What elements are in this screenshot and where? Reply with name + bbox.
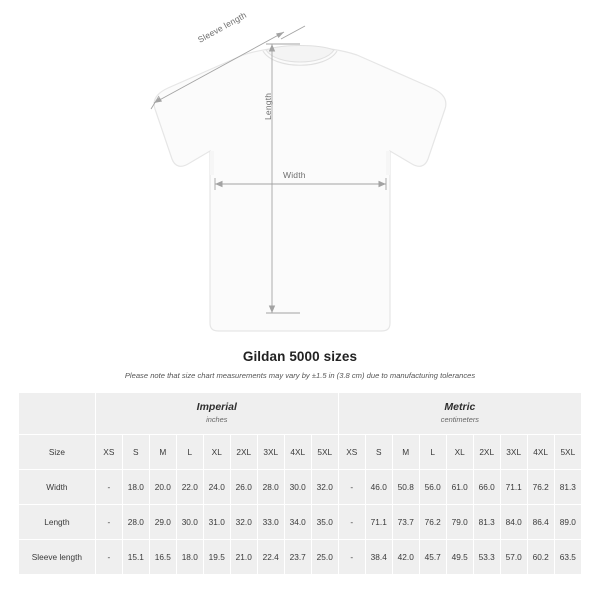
table-row xyxy=(19,505,582,540)
cell-sleeve-imperial-xl: 19.5 xyxy=(203,540,230,575)
cell-width-imperial-4xl: 30.0 xyxy=(284,470,311,505)
cell-width-imperial-m: 20.0 xyxy=(149,470,176,505)
size-header-metric-xl: XL xyxy=(446,435,473,470)
cell-length-imperial-xs: - xyxy=(95,505,122,540)
cell-width-imperial-2xl: 26.0 xyxy=(230,470,257,505)
cell-length-imperial-l: 30.0 xyxy=(176,505,203,540)
cell-sleeve-metric-s: 38.4 xyxy=(365,540,392,575)
cell-sleeve-imperial-l: 18.0 xyxy=(176,540,203,575)
cell-sleeve-imperial-s: 15.1 xyxy=(122,540,149,575)
cell-sleeve-imperial-3xl: 22.4 xyxy=(257,540,284,575)
cell-length-metric-2xl: 81.3 xyxy=(473,505,500,540)
size-header-metric-2xl: 2XL xyxy=(473,435,500,470)
cell-width-metric-m: 50.8 xyxy=(392,470,419,505)
cell-sleeve-metric-m: 42.0 xyxy=(392,540,419,575)
width-label: Width xyxy=(283,170,306,180)
cell-sleeve-metric-xs: - xyxy=(338,540,365,575)
size-header-imperial-2xl: 2XL xyxy=(230,435,257,470)
cell-length-metric-5xl: 89.0 xyxy=(554,505,581,540)
size-header-metric-3xl: 3XL xyxy=(500,435,527,470)
table-row xyxy=(19,540,582,575)
size-header-metric-5xl: 5XL xyxy=(554,435,581,470)
system-header-metric xyxy=(338,393,581,435)
imperial-unit: inches xyxy=(206,415,228,425)
system-header-row xyxy=(19,393,582,435)
row-label-length: Length xyxy=(19,505,96,540)
size-header-imperial-5xl: 5XL xyxy=(311,435,338,470)
cell-width-metric-l: 56.0 xyxy=(419,470,446,505)
cell-length-metric-s: 71.1 xyxy=(365,505,392,540)
cell-length-imperial-3xl: 33.0 xyxy=(257,505,284,540)
size-header-metric-s: S xyxy=(365,435,392,470)
size-table xyxy=(18,392,582,575)
size-header-imperial-3xl: 3XL xyxy=(257,435,284,470)
metric-name: Metric xyxy=(444,401,476,414)
cell-sleeve-metric-3xl: 57.0 xyxy=(500,540,527,575)
cell-width-imperial-xl: 24.0 xyxy=(203,470,230,505)
cell-length-imperial-xl: 31.0 xyxy=(203,505,230,540)
cell-width-imperial-s: 18.0 xyxy=(122,470,149,505)
cell-width-metric-s: 46.0 xyxy=(365,470,392,505)
cell-length-imperial-s: 28.0 xyxy=(122,505,149,540)
size-header-metric-m: M xyxy=(392,435,419,470)
cell-sleeve-metric-xl: 49.5 xyxy=(446,540,473,575)
tolerance-note: Please note that size chart measurements may vary by ±1.5 in (3.8 cm) due to manufacturing tolerances xyxy=(124,371,476,380)
imperial-name: Imperial xyxy=(196,401,237,414)
cell-length-metric-4xl: 86.4 xyxy=(527,505,554,540)
cell-width-metric-5xl: 81.3 xyxy=(554,470,581,505)
cell-sleeve-metric-l: 45.7 xyxy=(419,540,446,575)
size-table-wrapper xyxy=(18,392,582,575)
cell-width-metric-xl: 61.0 xyxy=(446,470,473,505)
size-header-metric-4xl: 4XL xyxy=(527,435,554,470)
size-header-imperial-m: M xyxy=(149,435,176,470)
cell-sleeve-imperial-xs: - xyxy=(95,540,122,575)
cell-length-imperial-4xl: 34.0 xyxy=(284,505,311,540)
size-header-imperial-s: S xyxy=(122,435,149,470)
cell-width-imperial-l: 22.0 xyxy=(176,470,203,505)
cell-length-metric-xl: 79.0 xyxy=(446,505,473,540)
cell-sleeve-imperial-5xl: 25.0 xyxy=(311,540,338,575)
cell-sleeve-imperial-4xl: 23.7 xyxy=(284,540,311,575)
title-block xyxy=(0,349,600,380)
cell-length-metric-3xl: 84.0 xyxy=(500,505,527,540)
cell-width-imperial-3xl: 28.0 xyxy=(257,470,284,505)
size-header-row xyxy=(19,435,582,470)
metric-unit: centimeters xyxy=(440,415,479,425)
size-header-imperial-xs: XS xyxy=(95,435,122,470)
cell-width-metric-2xl: 66.0 xyxy=(473,470,500,505)
cell-sleeve-metric-4xl: 60.2 xyxy=(527,540,554,575)
cell-length-imperial-5xl: 35.0 xyxy=(311,505,338,540)
system-header-imperial xyxy=(95,393,338,435)
row-label-sleeve-length: Sleeve length xyxy=(19,540,96,575)
cell-length-metric-xs: - xyxy=(338,505,365,540)
cell-width-metric-3xl: 71.1 xyxy=(500,470,527,505)
cell-length-metric-l: 76.2 xyxy=(419,505,446,540)
size-header-metric-l: L xyxy=(419,435,446,470)
size-header-imperial-4xl: 4XL xyxy=(284,435,311,470)
tshirt-shape xyxy=(154,46,446,332)
cell-length-metric-m: 73.7 xyxy=(392,505,419,540)
cell-sleeve-metric-5xl: 63.5 xyxy=(554,540,581,575)
cell-width-metric-xs: - xyxy=(338,470,365,505)
sleeve-length-label: Sleeve length xyxy=(196,9,249,45)
system-header-spacer xyxy=(19,393,96,435)
size-header-label: Size xyxy=(19,435,96,470)
cell-width-imperial-5xl: 32.0 xyxy=(311,470,338,505)
cell-width-imperial-xs: - xyxy=(95,470,122,505)
row-label-width: Width xyxy=(19,470,96,505)
cell-sleeve-imperial-m: 16.5 xyxy=(149,540,176,575)
size-header-imperial-xl: XL xyxy=(203,435,230,470)
cell-length-imperial-m: 29.0 xyxy=(149,505,176,540)
size-header-metric-xs: XS xyxy=(338,435,365,470)
cell-width-metric-4xl: 76.2 xyxy=(527,470,554,505)
cell-sleeve-imperial-2xl: 21.0 xyxy=(230,540,257,575)
length-label: Length xyxy=(263,92,273,120)
cell-sleeve-metric-2xl: 53.3 xyxy=(473,540,500,575)
size-header-imperial-l: L xyxy=(176,435,203,470)
page-title: Gildan 5000 sizes xyxy=(242,349,358,364)
cell-length-imperial-2xl: 32.0 xyxy=(230,505,257,540)
table-row xyxy=(19,470,582,505)
